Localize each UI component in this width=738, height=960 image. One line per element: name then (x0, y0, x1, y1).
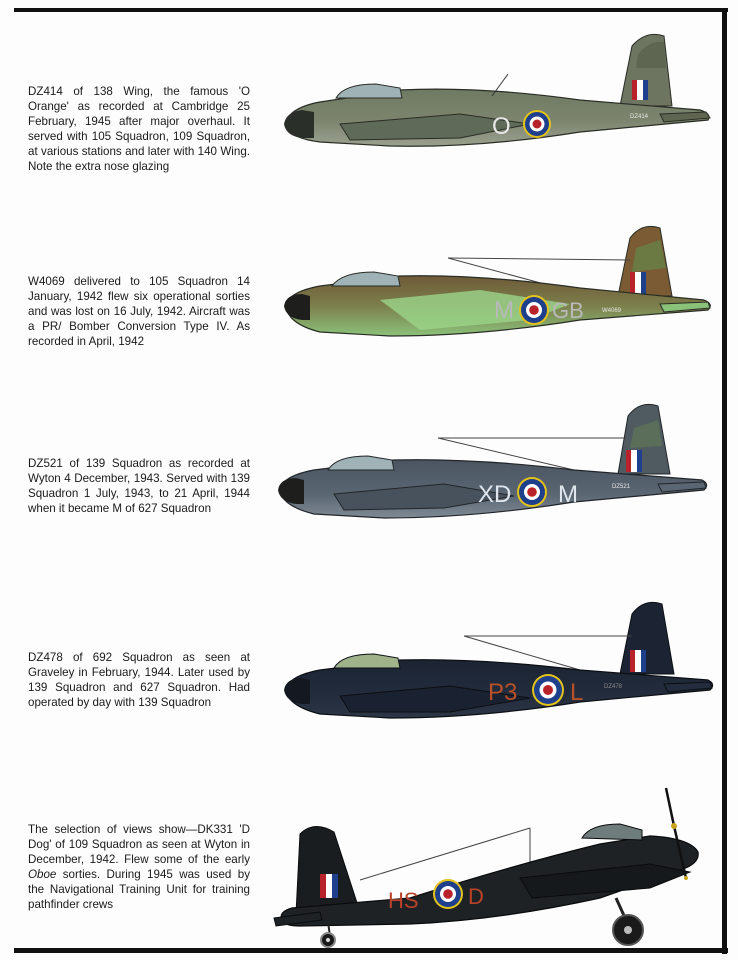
aircraft-code-left: P3 (488, 679, 518, 706)
roundel-icon (517, 477, 547, 507)
canopy-icon (582, 824, 642, 840)
caption-dz521: DZ521 of 139 Squadron as recorded at Wyton 4 December, 1943. Served with 139 Squadron 1 July, 1943, to 21 April, 1944 when it became M of 627 Squadron (28, 457, 250, 515)
fin-icon (620, 34, 672, 106)
fin-icon (618, 404, 670, 474)
canopy-icon (328, 456, 394, 470)
caption-dz414: DZ414 of 138 Wing, the famous 'O Orange' as recorded at Cambridge 25 February, 1945 after major overhaul. It served with 105 Squadron, 109 Squadron, at various stations and later with 140 Wing. Note the extra nose glazing (28, 85, 250, 173)
aircraft-dk331-illustration (270, 780, 720, 950)
aircraft-serial: DZ414 (630, 114, 649, 120)
aircraft-code-left: XD (478, 481, 512, 508)
canopy-icon (336, 84, 402, 98)
caption-dk331-part1: The selection of views show—DK331 'D Dog' of 109 Squadron as seen at Wyton in December, 1942. Flew some of the early (28, 823, 250, 866)
page-border-right (722, 8, 727, 954)
roundel-icon (523, 110, 551, 138)
aircraft-dz521-illustration (274, 398, 714, 528)
aircraft-code-left: O (492, 113, 511, 140)
caption-dk331-italic: Oboe (28, 868, 57, 881)
caption-w4069: W4069 delivered to 105 Squadron 14 January, 1942 flew six operational sorties and was lost on 16 July, 1942. Aircraft was a PR/ Bomber Conversion Type IV. As recorded in April, 1942 (28, 275, 250, 348)
nose-icon (284, 110, 314, 138)
aircraft-w4069-illustration (280, 220, 720, 350)
canopy-icon (332, 272, 400, 286)
aircraft-code-right: L (570, 679, 584, 706)
caption-dz478: DZ478 of 692 Squadron as seen at Graveley in February, 1944. Later used by 139 Squadron and 627 Squadron. Had operated by day with 139 Squadron (28, 651, 250, 709)
nose-icon (278, 478, 304, 504)
fin-icon (296, 826, 360, 914)
aircraft-code-left: HS (388, 888, 419, 913)
canopy-icon (334, 654, 400, 668)
roundel-icon (433, 879, 463, 909)
caption-dk331 (28, 822, 250, 912)
nose-icon (284, 678, 310, 704)
aircraft-code-left: M (494, 297, 514, 324)
aircraft-dz478-illustration (280, 596, 720, 736)
roundel-icon (519, 295, 549, 325)
aircraft-code-right: D (468, 884, 484, 909)
aircraft-serial: DZ478 (604, 684, 623, 690)
aircraft-serial: W4069 (602, 308, 622, 314)
aircraft-serial: DZ521 (612, 484, 631, 490)
aircraft-dz414-illustration (280, 28, 720, 168)
nose-icon (284, 294, 310, 320)
caption-dk331-part2: sorties. During 1945 was used by the Navigational Training Unit for training pathfinder crews (28, 868, 250, 911)
aircraft-code-right: M (558, 481, 578, 508)
page-border-top (14, 8, 728, 12)
fin-icon (618, 226, 672, 296)
roundel-icon (532, 674, 564, 706)
fin-icon (620, 602, 674, 674)
aircraft-code-right: GB (552, 298, 584, 323)
